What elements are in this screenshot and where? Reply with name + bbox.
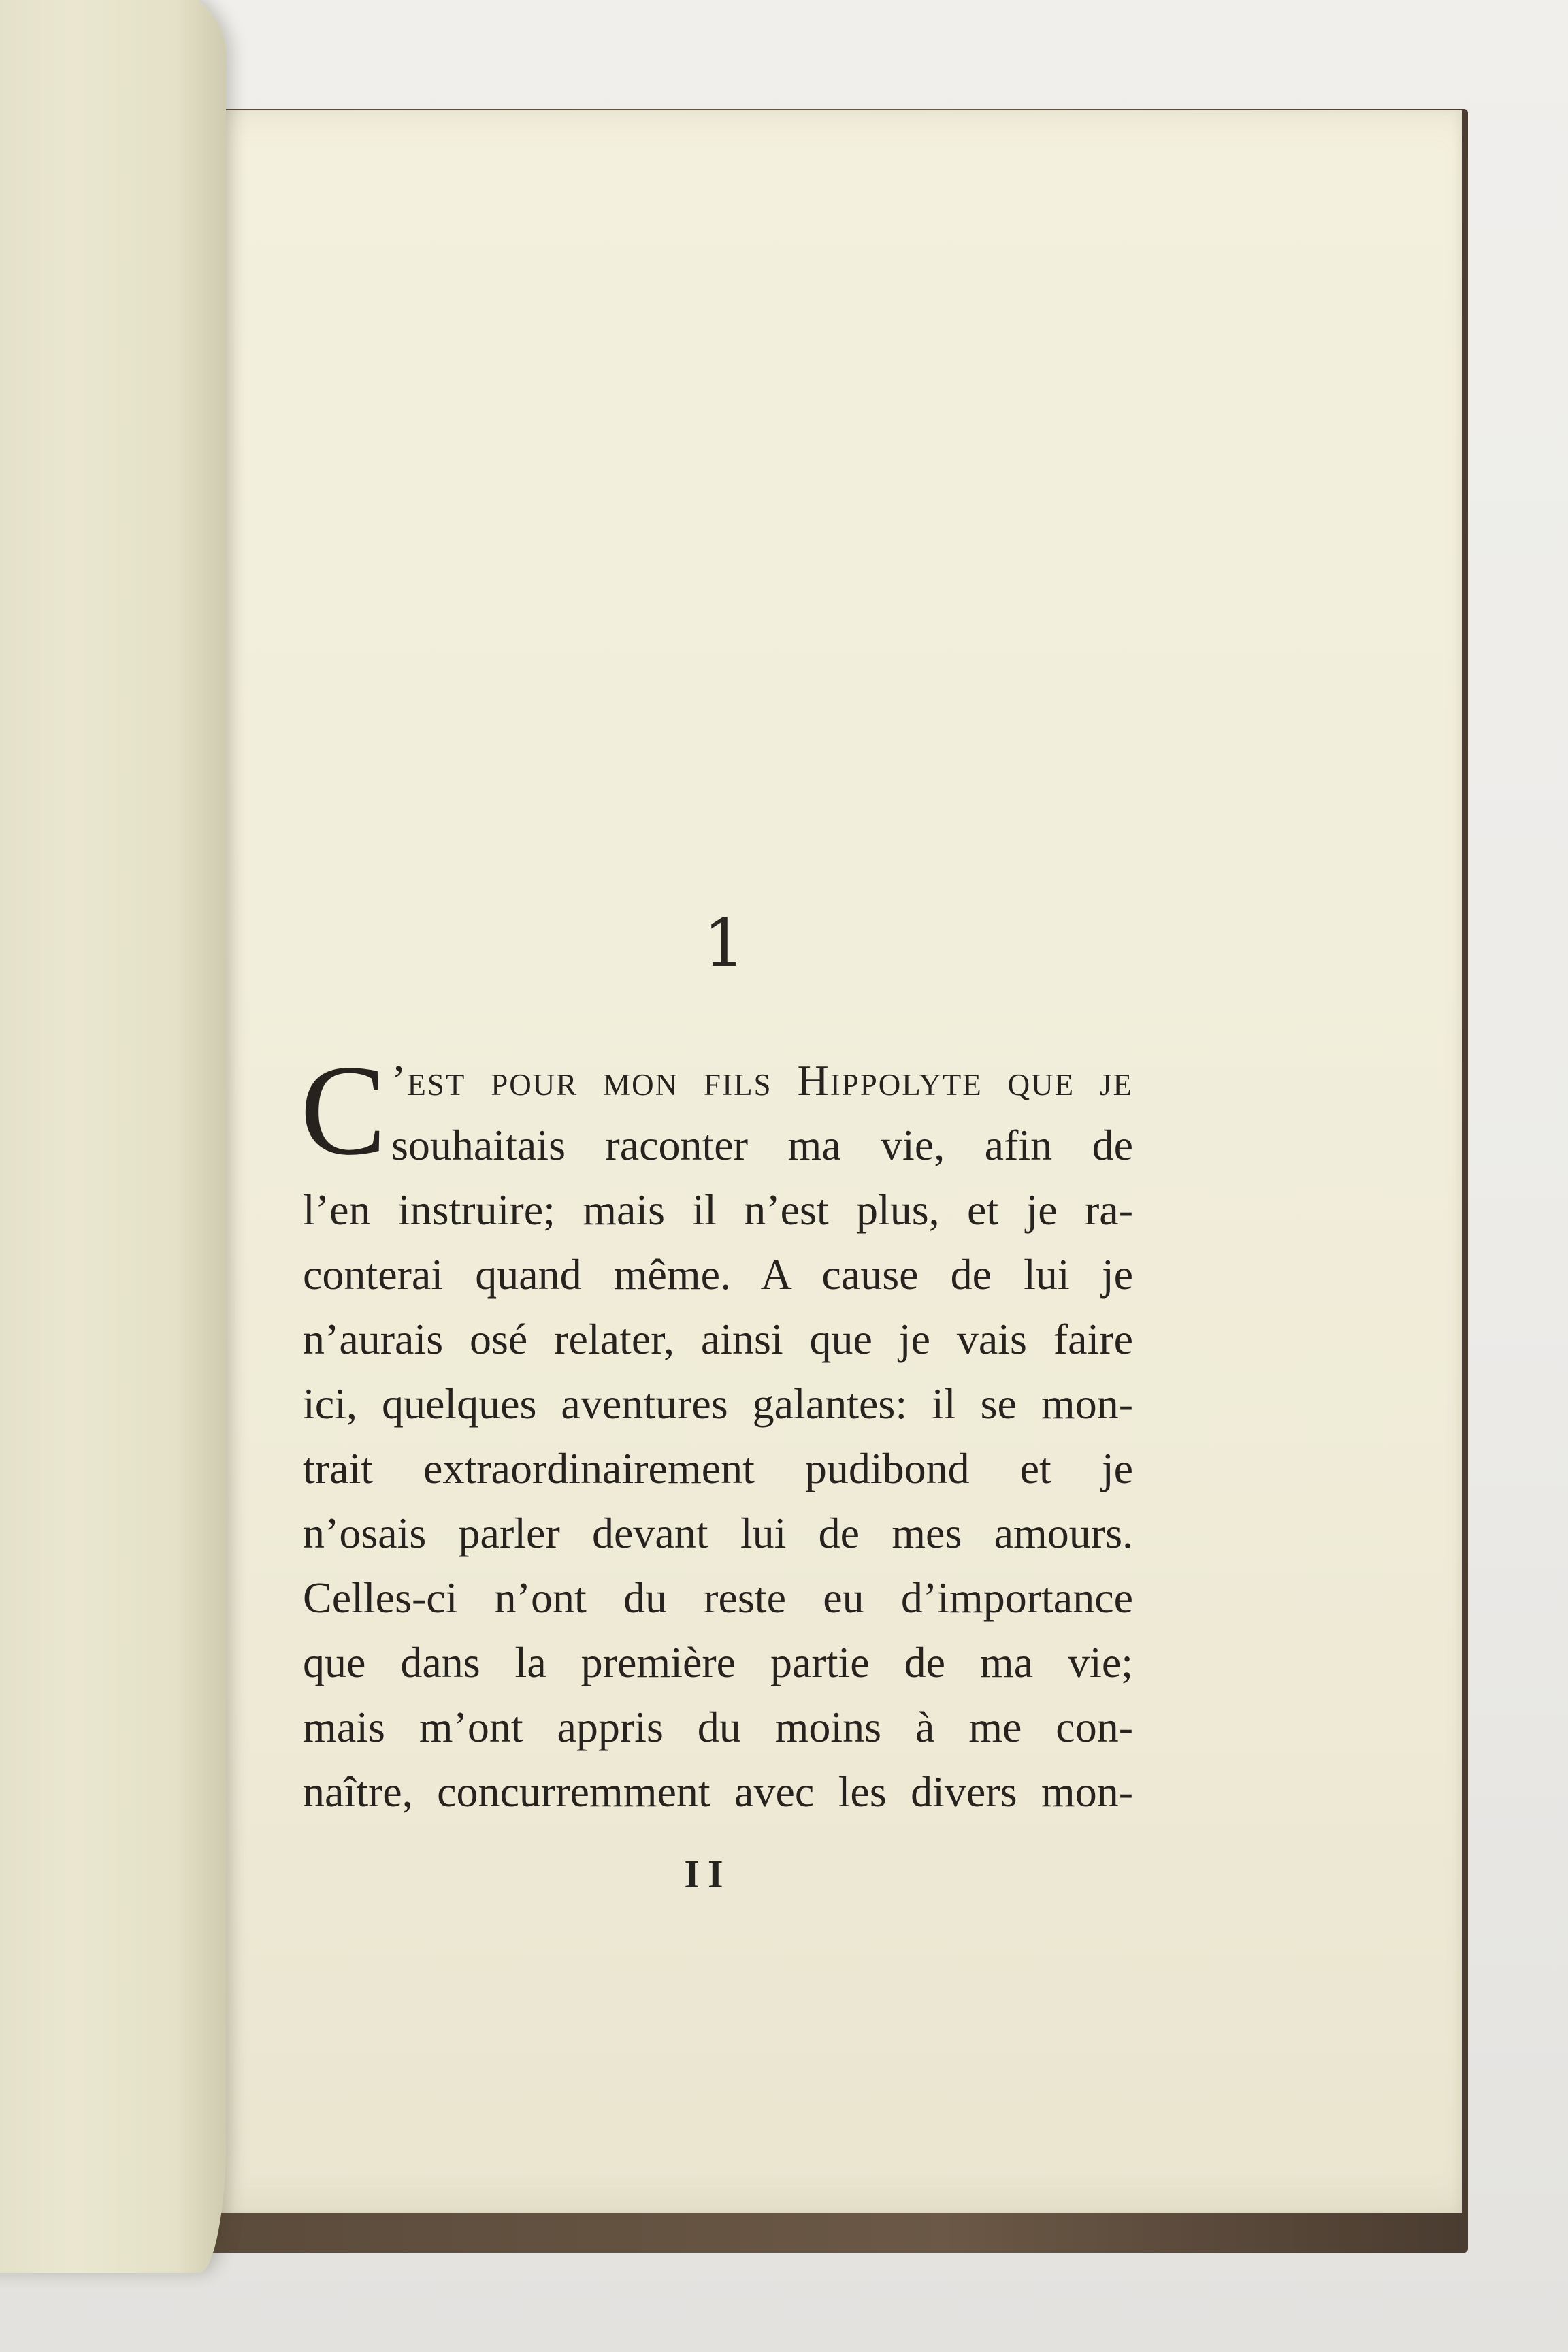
text-line: l’en instruire; mais il n’est plus, et je ra- xyxy=(303,1186,1133,1234)
text-line-content: ’est pour mon fils Hippolyte que je xyxy=(391,1056,1133,1105)
text-line: mais m’ont appris du moins à me con- xyxy=(303,1703,1133,1751)
text-line: n’aurais osé relater, ainsi que je vais faire xyxy=(303,1315,1133,1363)
text-line: que dans la première partie de ma vie; xyxy=(303,1638,1133,1686)
text-line xyxy=(303,1048,1133,1113)
chapter-number: 1 xyxy=(703,905,747,981)
text-line: Celles-ci n’ont du reste eu d’importance xyxy=(303,1573,1133,1622)
drop-cap: C xyxy=(300,1039,387,1182)
chapter-text xyxy=(300,1039,1133,1824)
page-number: II xyxy=(684,1852,732,1896)
text-line: n’osais parler devant lui de mes amours. xyxy=(303,1509,1133,1557)
text-line: trait extraordinairement pudibond et je xyxy=(303,1444,1133,1492)
text-line: conterai quand même. A cause de lui je xyxy=(303,1250,1133,1298)
left-page-edge xyxy=(0,0,226,2273)
text-line: souhaitais raconter ma vie, afin de xyxy=(391,1121,1133,1169)
text-line: naître, concurremment avec les divers mon- xyxy=(303,1767,1133,1816)
text-line: ici, quelques aventures galantes: il se mon- xyxy=(303,1379,1133,1428)
